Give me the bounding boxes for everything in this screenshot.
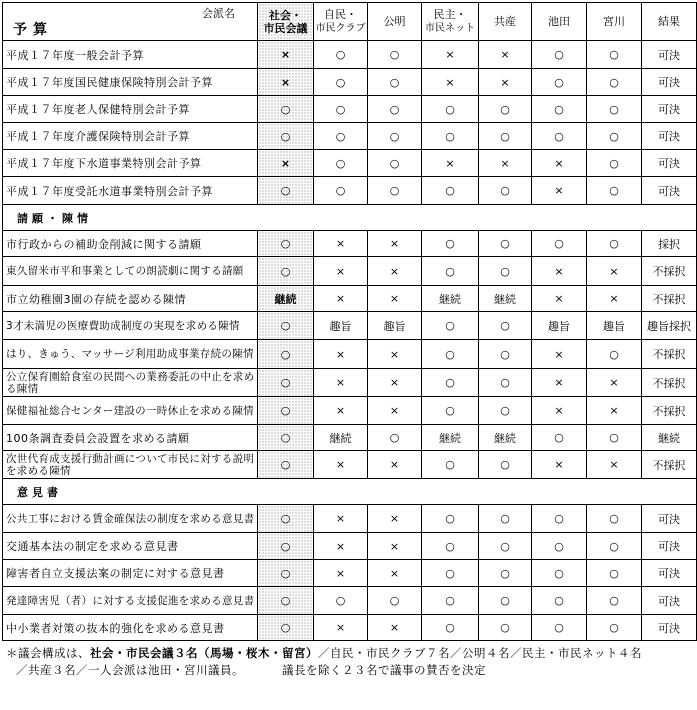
result-cell: 不採択 xyxy=(642,397,697,425)
result-cell: 可決 xyxy=(642,41,697,69)
vote-cell-faction-6: × xyxy=(587,451,642,479)
vote-cell-faction-1: 継続 xyxy=(314,425,368,451)
opinion-title: 中小業者対策の抜本的強化を求める意見書 xyxy=(3,615,258,641)
vote-cell-faction-0: × xyxy=(258,150,314,177)
vote-cell-faction-0: ○ xyxy=(258,505,314,533)
footnote-line-1 xyxy=(2,645,697,662)
vote-cell-faction-3: ○ xyxy=(422,231,479,257)
vote-cell-faction-1: × xyxy=(314,369,368,397)
vote-cell-faction-5: 趣旨 xyxy=(532,312,587,340)
faction-name-label: 会派名 xyxy=(202,7,235,20)
faction-header-3 xyxy=(422,3,479,41)
vote-cell-faction-6: ○ xyxy=(587,505,642,533)
vote-cell-faction-2: × xyxy=(368,397,422,425)
vote-cell-faction-1: ○ xyxy=(314,41,368,69)
vote-cell-faction-0: ○ xyxy=(258,615,314,641)
header-corner-cell xyxy=(3,3,258,41)
vote-cell-faction-2: × xyxy=(368,533,422,560)
opinion-row xyxy=(3,560,697,587)
vote-cell-faction-4: ○ xyxy=(479,123,532,150)
vote-cell-faction-5: × xyxy=(532,340,587,369)
vote-cell-faction-3: ○ xyxy=(422,257,479,286)
vote-cell-faction-4: ○ xyxy=(479,340,532,369)
vote-cell-faction-1: ○ xyxy=(314,150,368,177)
vote-cell-faction-4: ○ xyxy=(479,587,532,615)
opinion-row xyxy=(3,505,697,533)
result-cell: 可決 xyxy=(642,505,697,533)
result-cell: 趣旨採択 xyxy=(642,312,697,340)
vote-cell-faction-5: × xyxy=(532,286,587,312)
vote-cell-faction-6: ○ xyxy=(587,533,642,560)
faction-header-5 xyxy=(532,3,587,41)
footnote-line-2 xyxy=(2,662,697,679)
result-cell: 採択 xyxy=(642,231,697,257)
vote-cell-faction-5: ○ xyxy=(532,560,587,587)
vote-cell-faction-4: × xyxy=(479,41,532,69)
vote-cell-faction-6: ○ xyxy=(587,123,642,150)
vote-cell-faction-0: 継続 xyxy=(258,286,314,312)
vote-cell-faction-3: ○ xyxy=(422,505,479,533)
budget-row xyxy=(3,123,697,150)
budget-section-label: 予算 xyxy=(13,22,53,38)
vote-cell-faction-0: ○ xyxy=(258,451,314,479)
vote-cell-faction-0: ○ xyxy=(258,425,314,451)
vote-table-body xyxy=(3,3,697,641)
vote-cell-faction-3: 継続 xyxy=(422,425,479,451)
header-row xyxy=(3,3,697,41)
opinion-title: 交通基本法の制定を求める意見書 xyxy=(3,533,258,560)
opinion-title: 発達障害児（者）に対する支援促進を求める意見書 xyxy=(3,587,258,615)
vote-cell-faction-0: ○ xyxy=(258,96,314,123)
petition-title: 保健福祉総合センター建設の一時休止を求める陳情 xyxy=(3,397,258,425)
vote-cell-faction-0: ○ xyxy=(258,369,314,397)
footnote-line2-a: ／共産３名／一人会派は池田・宮川議員。 xyxy=(16,663,244,677)
budget-row xyxy=(3,177,697,205)
vote-cell-faction-6: ○ xyxy=(587,41,642,69)
faction-header-6 xyxy=(587,3,642,41)
vote-cell-faction-1: × xyxy=(314,615,368,641)
budget-title: 平成１７年度下水道事業特別会計予算 xyxy=(3,150,258,177)
budget-row xyxy=(3,41,697,69)
result-cell: 可決 xyxy=(642,69,697,96)
vote-cell-faction-3: ○ xyxy=(422,533,479,560)
vote-cell-faction-4: ○ xyxy=(479,615,532,641)
vote-cell-faction-4: 継続 xyxy=(479,286,532,312)
vote-cell-faction-3: ○ xyxy=(422,397,479,425)
petition-row xyxy=(3,231,697,257)
footnote-line2-b: 議長を除く２３名で議事の賛否を決定 xyxy=(282,663,486,677)
vote-cell-faction-4: ○ xyxy=(479,257,532,286)
faction-6-line1: 宮川 xyxy=(603,15,625,28)
vote-cell-faction-1: × xyxy=(314,560,368,587)
vote-cell-faction-1: ○ xyxy=(314,587,368,615)
result-cell: 可決 xyxy=(642,560,697,587)
vote-cell-faction-5: ○ xyxy=(532,533,587,560)
petition-title: 次世代育成支援行動計画について市民に対する説明を求める陳情 xyxy=(3,451,258,479)
vote-cell-faction-0: ○ xyxy=(258,257,314,286)
vote-cell-faction-2: ○ xyxy=(368,69,422,96)
vote-cell-faction-6: ○ xyxy=(587,615,642,641)
vote-cell-faction-1: × xyxy=(314,286,368,312)
petition-title: 東久留米市平和事業としての朗読劇に関する請願 xyxy=(3,257,258,286)
vote-cell-faction-1: × xyxy=(314,340,368,369)
opinion-section-label: 意見書 xyxy=(3,479,697,505)
petition-title: 公立保育園給食室の民間への業務委託の中止を求める陳情 xyxy=(3,369,258,397)
vote-cell-faction-6: ○ xyxy=(587,340,642,369)
petition-row xyxy=(3,257,697,286)
faction-1-line2: 市民クラブ xyxy=(315,23,366,34)
vote-cell-faction-2: × xyxy=(368,615,422,641)
vote-cell-faction-3: ○ xyxy=(422,451,479,479)
vote-cell-faction-5: × xyxy=(532,257,587,286)
vote-cell-faction-3: ○ xyxy=(422,177,479,205)
vote-cell-faction-2: × xyxy=(368,560,422,587)
vote-cell-faction-3: × xyxy=(422,150,479,177)
petition-row xyxy=(3,451,697,479)
vote-cell-faction-4: ○ xyxy=(479,312,532,340)
faction-header-0 xyxy=(258,3,314,41)
vote-cell-faction-5: ○ xyxy=(532,41,587,69)
petition-title: 3才未満児の医療費助成制度の実現を求める陳情 xyxy=(3,312,258,340)
vote-cell-faction-6: × xyxy=(587,369,642,397)
vote-cell-faction-1: × xyxy=(314,257,368,286)
opinion-section-row xyxy=(3,479,697,505)
budget-row xyxy=(3,69,697,96)
faction-5-line1: 池田 xyxy=(548,15,570,28)
faction-1-line1: 自民・ xyxy=(324,8,357,21)
petition-row xyxy=(3,425,697,451)
result-cell: 不採択 xyxy=(642,257,697,286)
vote-cell-faction-4: ○ xyxy=(479,560,532,587)
vote-cell-faction-5: ○ xyxy=(532,587,587,615)
vote-cell-faction-3: ○ xyxy=(422,312,479,340)
vote-cell-faction-4: ○ xyxy=(479,231,532,257)
vote-cell-faction-2: ○ xyxy=(368,123,422,150)
vote-cell-faction-5: ○ xyxy=(532,615,587,641)
vote-cell-faction-1: ○ xyxy=(314,123,368,150)
vote-cell-faction-0: ○ xyxy=(258,312,314,340)
footnote xyxy=(2,645,697,679)
vote-cell-faction-0: ○ xyxy=(258,397,314,425)
vote-cell-faction-4: ○ xyxy=(479,451,532,479)
result-cell: 可決 xyxy=(642,150,697,177)
vote-cell-faction-3: ○ xyxy=(422,96,479,123)
vote-cell-faction-1: × xyxy=(314,533,368,560)
vote-cell-faction-0: ○ xyxy=(258,533,314,560)
opinion-row xyxy=(3,533,697,560)
vote-results-sheet xyxy=(2,2,697,679)
footnote-rest: ／自民・市民クラブ７名／公明４名／民主・市民ネット４名 xyxy=(318,646,642,660)
opinion-row xyxy=(3,615,697,641)
vote-cell-faction-5: × xyxy=(532,451,587,479)
opinion-row xyxy=(3,587,697,615)
vote-cell-faction-1: ○ xyxy=(314,177,368,205)
vote-cell-faction-1: × xyxy=(314,505,368,533)
vote-cell-faction-2: × xyxy=(368,340,422,369)
vote-cell-faction-0: ○ xyxy=(258,231,314,257)
vote-cell-faction-3: ○ xyxy=(422,615,479,641)
vote-cell-faction-1: 趣旨 xyxy=(314,312,368,340)
vote-cell-faction-6: × xyxy=(587,257,642,286)
vote-cell-faction-3: 継続 xyxy=(422,286,479,312)
vote-cell-faction-2: ○ xyxy=(368,177,422,205)
vote-cell-faction-4: ○ xyxy=(479,505,532,533)
vote-cell-faction-6: ○ xyxy=(587,231,642,257)
vote-cell-faction-2: ○ xyxy=(368,41,422,69)
petition-title: 100条調査委員会設置を求める請願 xyxy=(3,425,258,451)
vote-cell-faction-0: ○ xyxy=(258,123,314,150)
vote-cell-faction-6: × xyxy=(587,286,642,312)
faction-3-line1: 民主・ xyxy=(433,8,467,21)
vote-cell-faction-2: × xyxy=(368,369,422,397)
petition-row xyxy=(3,312,697,340)
result-cell: 可決 xyxy=(642,587,697,615)
vote-cell-faction-4: ○ xyxy=(479,533,532,560)
vote-cell-faction-3: ○ xyxy=(422,123,479,150)
vote-cell-faction-6: ○ xyxy=(587,96,642,123)
vote-cell-faction-6: ○ xyxy=(587,560,642,587)
vote-cell-faction-6: ○ xyxy=(587,177,642,205)
budget-row xyxy=(3,150,697,177)
vote-cell-faction-3: × xyxy=(422,69,479,96)
vote-cell-faction-5: ○ xyxy=(532,69,587,96)
vote-cell-faction-4: ○ xyxy=(479,369,532,397)
vote-cell-faction-1: ○ xyxy=(314,96,368,123)
vote-cell-faction-0: ○ xyxy=(258,560,314,587)
result-cell: 可決 xyxy=(642,96,697,123)
vote-results-table xyxy=(2,2,697,641)
vote-cell-faction-1: × xyxy=(314,397,368,425)
result-cell: 可決 xyxy=(642,615,697,641)
vote-cell-faction-4: ○ xyxy=(479,397,532,425)
vote-cell-faction-2: ○ xyxy=(368,425,422,451)
result-cell: 不採択 xyxy=(642,451,697,479)
vote-cell-faction-1: × xyxy=(314,451,368,479)
vote-cell-faction-5: × xyxy=(532,369,587,397)
faction-2-line1: 公明 xyxy=(383,15,406,28)
opinion-title: 障害者自立支援法案の制定に対する意見書 xyxy=(3,560,258,587)
faction-header-1 xyxy=(314,3,368,41)
opinion-title: 公共工事における賃金確保法の制度を求める意見書 xyxy=(3,505,258,533)
vote-cell-faction-2: × xyxy=(368,286,422,312)
vote-cell-faction-1: × xyxy=(314,231,368,257)
vote-cell-faction-3: × xyxy=(422,41,479,69)
vote-cell-faction-5: ○ xyxy=(532,96,587,123)
vote-cell-faction-2: ○ xyxy=(368,150,422,177)
footnote-prefix: ＊議会構成は、 xyxy=(6,646,90,660)
vote-cell-faction-3: ○ xyxy=(422,587,479,615)
petition-section-row xyxy=(3,205,697,231)
vote-cell-faction-2: × xyxy=(368,505,422,533)
vote-cell-faction-5: × xyxy=(532,177,587,205)
faction-3-line2: 市民ネット xyxy=(425,23,475,34)
petition-row xyxy=(3,286,697,312)
vote-cell-faction-6: 趣旨 xyxy=(587,312,642,340)
faction-header-4 xyxy=(479,3,532,41)
vote-cell-faction-5: ○ xyxy=(532,505,587,533)
vote-cell-faction-3: ○ xyxy=(422,560,479,587)
petition-title: 市立幼稚園3園の存続を認める陳情 xyxy=(3,286,258,312)
petition-title: 市行政からの補助金削減に関する請願 xyxy=(3,231,258,257)
result-cell: 可決 xyxy=(642,123,697,150)
faction-4-line1: 共産 xyxy=(494,15,516,28)
petition-row xyxy=(3,369,697,397)
petition-section-label: 請願・陳情 xyxy=(3,205,697,231)
vote-cell-faction-6: ○ xyxy=(587,69,642,96)
vote-cell-faction-5: ○ xyxy=(532,123,587,150)
faction-0-line1: 社会・ xyxy=(269,8,302,22)
result-cell: 継続 xyxy=(642,425,697,451)
budget-title: 平成１７年度国民健康保険特別会計予算 xyxy=(3,69,258,96)
vote-cell-faction-4: ○ xyxy=(479,96,532,123)
vote-cell-faction-5: × xyxy=(532,150,587,177)
vote-cell-faction-5: × xyxy=(532,397,587,425)
vote-cell-faction-2: ○ xyxy=(368,96,422,123)
vote-cell-faction-0: ○ xyxy=(258,177,314,205)
vote-cell-faction-2: × xyxy=(368,257,422,286)
vote-cell-faction-1: ○ xyxy=(314,69,368,96)
budget-title: 平成１７年度受託水道事業特別会計予算 xyxy=(3,177,258,205)
vote-cell-faction-4: × xyxy=(479,150,532,177)
vote-cell-faction-2: × xyxy=(368,451,422,479)
result-cell: 可決 xyxy=(642,177,697,205)
budget-title: 平成１７年度一般会計予算 xyxy=(3,41,258,69)
vote-cell-faction-0: ○ xyxy=(258,340,314,369)
result-cell: 不採択 xyxy=(642,340,697,369)
vote-cell-faction-6: ○ xyxy=(587,425,642,451)
footnote-bold-part: 社会・市民会議３名（馬場・桜木・留宮） xyxy=(90,646,318,660)
result-cell: 不採択 xyxy=(642,369,697,397)
vote-cell-faction-0: ○ xyxy=(258,587,314,615)
result-header: 結果 xyxy=(642,3,697,41)
vote-cell-faction-2: × xyxy=(368,231,422,257)
petition-row xyxy=(3,397,697,425)
vote-cell-faction-4: 継続 xyxy=(479,425,532,451)
petition-title: はり、きゅう、マッサージ利用助成事業存続の陳情 xyxy=(3,340,258,369)
vote-cell-faction-2: ○ xyxy=(368,587,422,615)
result-cell: 不採択 xyxy=(642,286,697,312)
result-cell: 可決 xyxy=(642,533,697,560)
vote-cell-faction-5: ○ xyxy=(532,231,587,257)
faction-0-line2: 市民会議 xyxy=(263,21,308,35)
vote-cell-faction-0: × xyxy=(258,69,314,96)
vote-cell-faction-5: ○ xyxy=(532,425,587,451)
budget-title: 平成１７年度老人保健特別会計予算 xyxy=(3,96,258,123)
budget-row xyxy=(3,96,697,123)
vote-cell-faction-6: ○ xyxy=(587,150,642,177)
budget-title: 平成１７年度介護保険特別会計予算 xyxy=(3,123,258,150)
faction-header-2 xyxy=(368,3,422,41)
vote-cell-faction-6: ○ xyxy=(587,587,642,615)
petition-row xyxy=(3,340,697,369)
vote-cell-faction-3: ○ xyxy=(422,340,479,369)
vote-cell-faction-3: ○ xyxy=(422,369,479,397)
vote-cell-faction-6: × xyxy=(587,397,642,425)
vote-cell-faction-0: × xyxy=(258,41,314,69)
vote-cell-faction-4: ○ xyxy=(479,177,532,205)
vote-cell-faction-4: × xyxy=(479,69,532,96)
vote-cell-faction-2: 趣旨 xyxy=(368,312,422,340)
